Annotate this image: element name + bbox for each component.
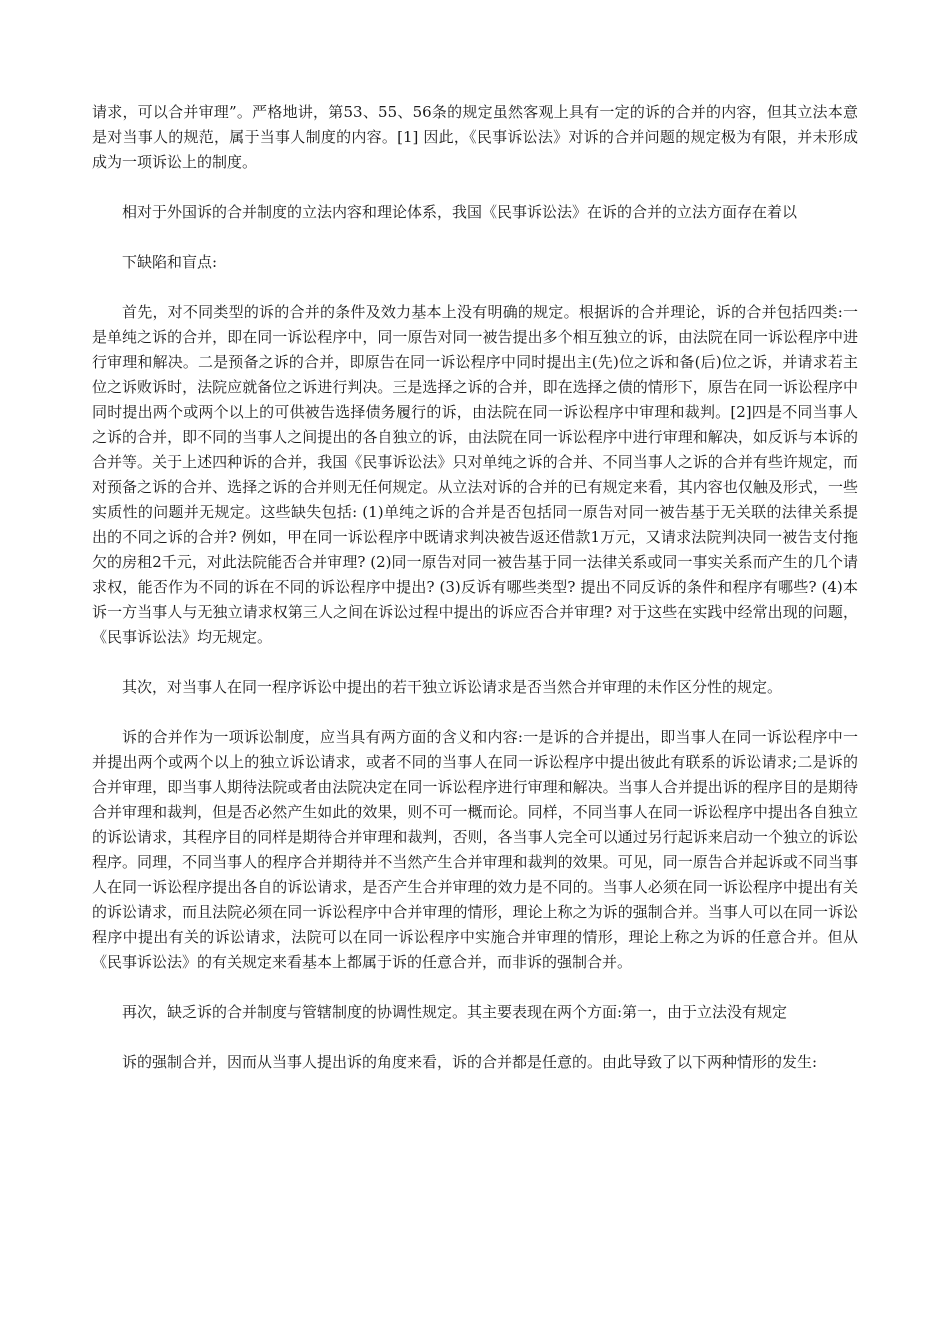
paragraph-3: 下缺陷和盲点:	[122, 253, 218, 271]
paragraph-2: 相对于外国诉的合并制度的立法内容和理论体系，我国《民事诉讼法》在诉的合并的立法方面存在着以	[122, 203, 798, 221]
paragraph-6: 诉的合并作为一项诉讼制度，应当具有两方面的含义和内容:一是诉的合并提出，即当事人在同一诉讼程序中一并提出两个或两个以上的独立诉讼请求，或者不同的当事人在同一诉讼程序中提出彼此有联系的诉讼请求;二是诉的合并审理，即当事人期待法院或者由法院决定在同一诉讼程序进行审理和解决。当事人合并提出诉的程序目的是期待合并审理和裁判，但是否必然产生如此的效果，则不可一概而论。同样，不同当事人在同一诉讼程序中提出各自独立的诉讼请求，其程序目的同样是期待合并审理和裁判，否则，各当事人完全可以通过另行起诉来启动一个独立的诉讼程序。同理，不同当事人的程序合并期待并不当然产生合并审理和裁判的效果。可见，同一原告合并起诉或不同当事人在同一诉讼程序提出各自的诉讼请求，是否产生合并审理的效力是不同的。当事人必须在同一诉讼程序中提出有关的诉讼请求，而且法院必须在同一诉讼程序中合并审理的情形，理论上称之为诉的强制合并。当事人可以在同一诉讼程序中提出有关的诉讼请求，法院可以在同一诉讼程序中实施合并审理的情形，理论上称之为诉的任意合并。但从《民事诉讼法》的有关规定来看基本上都属于诉的任意合并，而非诉的强制合并。	[92, 728, 858, 971]
paragraph-8: 诉的强制合并，因而从当事人提出诉的角度来看，诉的合并都是任意的。由此导致了以下两种情形的发生:	[122, 1053, 818, 1071]
paragraph-4: 首先，对不同类型的诉的合并的条件及效力基本上没有明确的规定。根据诉的合并理论，诉的合并包括四类:一是单纯之诉的合并，即在同一诉讼程序中，同一原告对同一被告提出多个相互独立的诉，由法院在同一诉讼程序中进行审理和解决。二是预备之诉的合并，即原告在同一诉讼程序中同时提出主(先)位之诉和备(后)位之诉，并请求若主位之诉败诉时，法院应就备位之诉进行判决。三是选择之诉的合并，即在选择之债的情形下，原告在同一诉讼程序中同时提出两个或两个以上的可供被告选择债务履行的诉，由法院在同一诉讼程序中审理和裁判。[2]四是不同当事人之诉的合并，即不同的当事人之间提出的各自独立的诉，由法院在同一诉讼程序中进行审理和解决，如反诉与本诉的合并等。关于上述四种诉的合并，我国《民事诉讼法》只对单纯之诉的合并、不同当事人之诉的合并有些许规定，而对预备之诉的合并、选择之诉的合并则无任何规定。从立法对诉的合并的已有规定来看，其内容也仅触及形式，一些实质性的问题并无规定。这些缺失包括: (1)单纯之诉的合并是否包括同一原告对同一被告基于无关联的法律关系提出的不同之诉的合并? 例如，甲在同一诉讼程序中既请求判决被告返还借款1万元，又请求法院判决同一被告支付拖欠的房租2千元，对此法院能否合并审理? (2)同一原告对同一被告基于同一法律关系或同一事实关系而产生的几个请求权，能否作为不同的诉在不同的诉讼程序中提出? (3)反诉有哪些类型? 提出不同反诉的条件和程序有哪些? (4)本诉一方当事人与无独立请求权第三人之间在诉讼过程中提出的诉应否合并审理? 对于这些在实践中经常出现的问题，《民事诉讼法》均无规定。	[92, 303, 858, 646]
document-body	[92, 100, 858, 1100]
paragraph-7: 再次，缺乏诉的合并制度与管辖制度的协调性规定。其主要表现在两个方面:第一，由于立法没有规定	[122, 1003, 788, 1021]
paragraph-5: 其次，对当事人在同一程序诉讼中提出的若干独立诉讼请求是否当然合并审理的未作区分性的规定。	[122, 678, 783, 696]
paragraph-1: 请求，可以合并审理”。严格地讲，第53、55、56条的规定虽然客观上具有一定的诉的合并的内容，但其立法本意是对当事人的规范，属于当事人制度的内容。[1] 因此，《民事诉讼法》对诉的合并问题的规定极为有限，并未形成成为一项诉讼上的制度。	[92, 103, 858, 171]
